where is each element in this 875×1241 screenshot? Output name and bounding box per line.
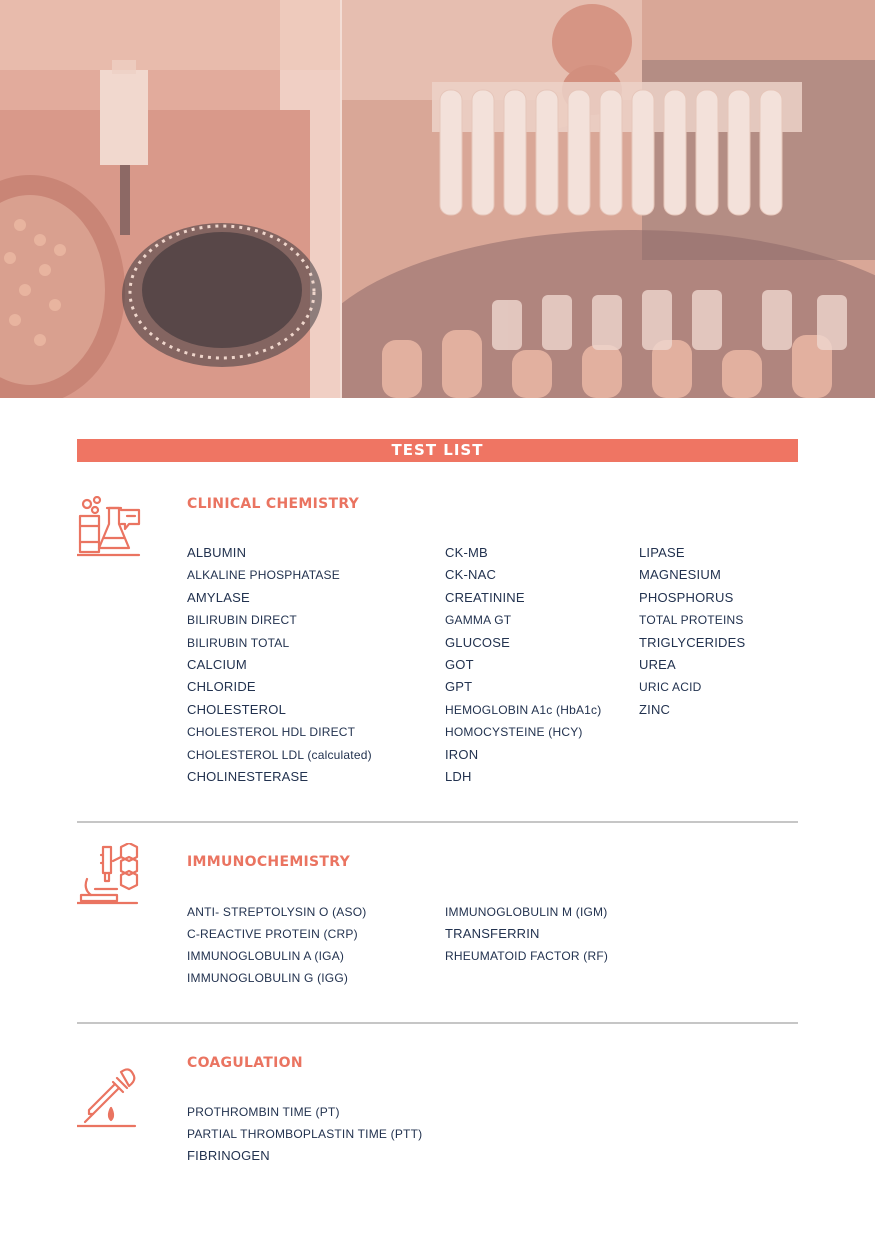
test-item: BILIRUBIN TOTAL (187, 635, 290, 650)
test-item: GOT (445, 656, 474, 672)
test-item: CK-MB (445, 545, 488, 560)
clinical-chemistry-column-3 (639, 542, 745, 721)
test-item: CK-NAC (445, 567, 497, 583)
clinical-chemistry-column-1 (187, 542, 372, 788)
test-tubes-photo (342, 0, 875, 398)
test-item: C-REACTIVE PROTEIN (CRP) (187, 927, 358, 941)
test-item: IMMUNOGLOBULIN G (IGG) (187, 971, 349, 985)
test-item: CALCIUM (187, 656, 247, 672)
test-item: HOMOCYSTEINE (HCY) (445, 725, 583, 740)
dropper-icon (77, 1068, 137, 1133)
test-item: URIC ACID (639, 680, 702, 695)
test-item: CREATININE (445, 589, 525, 605)
test-item: IRON (445, 746, 479, 762)
analyzer-illustration (0, 0, 340, 398)
test-item: TRANSFERRIN (445, 926, 540, 941)
hero-image (0, 0, 875, 398)
test-item: UREA (639, 656, 676, 672)
test-item: CHOLESTEROL LDL (calculated) (187, 747, 372, 762)
test-tubes-illustration (342, 0, 875, 398)
test-item: CHOLINESTERASE (187, 768, 309, 784)
test-item: TOTAL PROTEINS (639, 613, 744, 628)
immunochemistry-column-2 (445, 901, 608, 967)
test-item: GLUCOSE (445, 634, 510, 650)
immunochemistry-column-1 (187, 901, 366, 989)
coagulation-column-1 (187, 1101, 422, 1167)
test-item: CHOLESTEROL HDL DIRECT (187, 725, 356, 740)
test-item: IMMUNOGLOBULIN M (IGM) (445, 905, 608, 919)
test-item: AMYLASE (187, 589, 250, 605)
test-item: PHOSPHORUS (639, 589, 734, 605)
test-item: CHOLESTEROL (187, 701, 287, 717)
test-item: PROTHROMBIN TIME (PT) (187, 1105, 340, 1119)
section-divider (77, 821, 798, 823)
test-item: MAGNESIUM (639, 567, 721, 583)
test-item: ALKALINE PHOSPHATASE (187, 568, 340, 583)
section-divider (77, 1022, 798, 1024)
test-list-title: TEST LIST (77, 439, 798, 462)
test-item: LIPASE (639, 545, 685, 560)
test-item: FIBRINOGEN (187, 1148, 270, 1163)
test-item: BILIRUBIN DIRECT (187, 613, 297, 628)
test-item: IMMUNOGLOBULIN A (IGA) (187, 949, 345, 963)
test-item: ANTI- STREPTOLYSIN O (ASO) (187, 905, 367, 919)
test-item: LDH (445, 768, 472, 784)
test-item: CHLORIDE (187, 679, 256, 695)
section-title-coagulation: COAGULATION (187, 1055, 303, 1071)
test-item: GPT (445, 679, 473, 695)
test-item: PARTIAL THROMBOPLASTIN TIME (PTT) (187, 1127, 423, 1141)
clinical-chemistry-column-2 (445, 542, 601, 788)
test-item: RHEUMATOID FACTOR (RF) (445, 949, 609, 963)
analyzer-photo (0, 0, 340, 398)
test-item: ZINC (639, 701, 671, 717)
test-item: GAMMA GT (445, 613, 512, 628)
test-item: ALBUMIN (187, 545, 247, 560)
chemistry-flask-icon (77, 496, 141, 563)
section-title-clinical-chemistry: CLINICAL CHEMISTRY (187, 496, 360, 512)
test-item: TRIGLYCERIDES (639, 634, 746, 650)
test-item: HEMOGLOBIN A1c (HbA1c) (445, 702, 602, 717)
microscope-icon (77, 843, 139, 910)
section-title-immunochemistry: IMMUNOCHEMISTRY (187, 854, 351, 870)
